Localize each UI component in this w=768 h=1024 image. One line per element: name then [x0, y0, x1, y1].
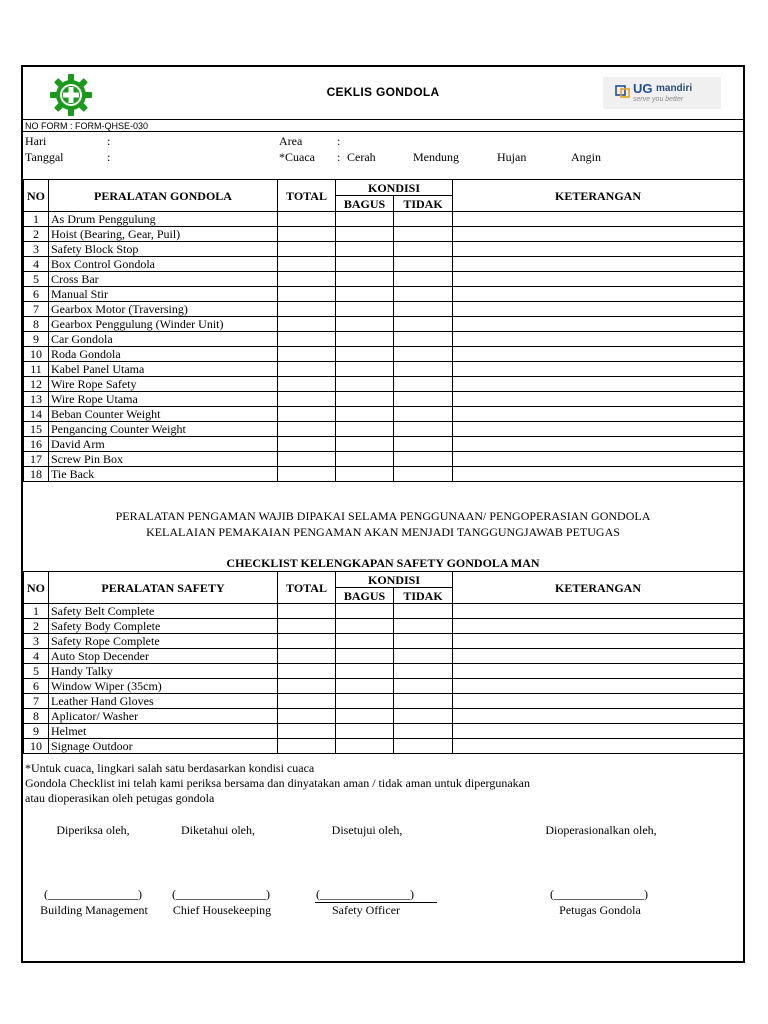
table-row: [24, 634, 744, 649]
col-no: NO: [24, 180, 49, 212]
col-tidak: TIDAK: [394, 588, 453, 604]
row-no: 9: [24, 332, 49, 347]
row-bagus-cell[interactable]: [336, 317, 394, 332]
row-tidak-cell[interactable]: [394, 739, 453, 754]
row-total-cell[interactable]: [278, 212, 336, 227]
row-tidak-cell[interactable]: [394, 257, 453, 272]
col-total: TOTAL: [278, 572, 336, 604]
row-no: 2: [24, 619, 49, 634]
row-tidak-cell[interactable]: [394, 437, 453, 452]
row-tidak-cell[interactable]: [394, 392, 453, 407]
row-bagus-cell[interactable]: [336, 257, 394, 272]
table-row: [24, 392, 744, 407]
tanggal-label: Tanggal: [25, 150, 64, 164]
row-total-cell[interactable]: [278, 347, 336, 362]
row-total-cell[interactable]: [278, 242, 336, 257]
hari-label: Hari: [25, 134, 47, 148]
cuaca-label: *Cuaca: [279, 150, 315, 164]
row-keterangan-cell[interactable]: [453, 242, 744, 257]
sig-label-diperiksa: Diperiksa oleh,: [56, 823, 130, 837]
row-bagus-cell[interactable]: [336, 362, 394, 377]
form-title: CEKLIS GONDOLA: [326, 85, 440, 99]
hari-colon: :: [107, 134, 111, 148]
row-tidak-cell[interactable]: [394, 724, 453, 739]
row-no: 5: [24, 664, 49, 679]
row-tidak-cell[interactable]: [394, 272, 453, 287]
row-tidak-cell[interactable]: [394, 467, 453, 482]
row-bagus-cell[interactable]: [336, 452, 394, 467]
row-no: 12: [24, 377, 49, 392]
row-bagus-cell[interactable]: [336, 679, 394, 694]
row-no: 7: [24, 694, 49, 709]
ug-logo-icon: [615, 84, 631, 98]
note-statement-2: atau dioperasikan oleh petugas gondola: [25, 791, 215, 805]
row-item: Box Control Gondola: [49, 257, 278, 272]
row-item: Aplicator/ Washer: [49, 709, 278, 724]
row-item: Pengancing Counter Weight: [49, 422, 278, 437]
warning-line-2: KELALAIAN PEMAKAIAN PENGAMAN AKAN MENJADI TANGGUNGJAWAB PETUGAS: [146, 525, 620, 539]
row-no: 13: [24, 392, 49, 407]
form-page: [21, 65, 745, 963]
row-no: 18: [24, 467, 49, 482]
safety-checklist-title: CHECKLIST KELENGKAPAN SAFETY GONDOLA MAN: [226, 556, 540, 570]
row-keterangan-cell[interactable]: [453, 227, 744, 242]
row-keterangan-cell[interactable]: [453, 272, 744, 287]
row-no: 16: [24, 437, 49, 452]
row-item: Gearbox Motor (Traversing): [49, 302, 278, 317]
row-item: Window Wiper (35cm): [49, 679, 278, 694]
table-row: [24, 242, 744, 257]
form-header: [23, 67, 743, 120]
col-bagus: BAGUS: [336, 196, 394, 212]
row-bagus-cell[interactable]: [336, 302, 394, 317]
row-keterangan-cell[interactable]: [453, 634, 744, 649]
sig-label-disetujui: Disetujui oleh,: [331, 823, 403, 837]
cuaca-option-mendung[interactable]: Mendung: [413, 150, 459, 164]
row-keterangan-cell[interactable]: [453, 392, 744, 407]
row-item: Screw Pin Box: [49, 452, 278, 467]
row-item: Auto Stop Decender: [49, 649, 278, 664]
row-keterangan-cell[interactable]: [453, 302, 744, 317]
row-keterangan-cell[interactable]: [453, 257, 744, 272]
row-bagus-cell[interactable]: [336, 407, 394, 422]
row-no: 5: [24, 272, 49, 287]
row-item: Safety Block Stop: [49, 242, 278, 257]
row-keterangan-cell[interactable]: [453, 377, 744, 392]
row-keterangan-cell[interactable]: [453, 422, 744, 437]
row-total-cell[interactable]: [278, 694, 336, 709]
row-no: 11: [24, 362, 49, 377]
table-row: [24, 347, 744, 362]
row-bagus-cell[interactable]: [336, 272, 394, 287]
row-keterangan-cell[interactable]: [453, 467, 744, 482]
row-bagus-cell[interactable]: [336, 212, 394, 227]
row-total-cell[interactable]: [278, 332, 336, 347]
row-tidak-cell[interactable]: [394, 619, 453, 634]
row-no: 9: [24, 724, 49, 739]
row-bagus-cell[interactable]: [336, 437, 394, 452]
row-total-cell[interactable]: [278, 739, 336, 754]
row-item: Tie Back: [49, 467, 278, 482]
row-item: Safety Rope Complete: [49, 634, 278, 649]
row-tidak-cell[interactable]: [394, 242, 453, 257]
row-keterangan-cell[interactable]: [453, 679, 744, 694]
table-row: [24, 422, 744, 437]
row-tidak-cell[interactable]: [394, 212, 453, 227]
row-item: Helmet: [49, 724, 278, 739]
row-bagus-cell[interactable]: [336, 332, 394, 347]
note-cuaca: *Untuk cuaca, lingkari salah satu berdasarkan kondisi cuaca: [25, 761, 315, 775]
table-row: [24, 377, 744, 392]
col-kondisi: KONDISI: [336, 180, 453, 196]
row-tidak-cell[interactable]: [394, 452, 453, 467]
row-bagus-cell[interactable]: [336, 287, 394, 302]
row-tidak-cell[interactable]: [394, 302, 453, 317]
row-total-cell[interactable]: [278, 317, 336, 332]
cuaca-option-hujan[interactable]: Hujan: [497, 150, 527, 164]
row-total-cell[interactable]: [278, 392, 336, 407]
row-keterangan-cell[interactable]: [453, 452, 744, 467]
row-no: 10: [24, 347, 49, 362]
row-keterangan-cell[interactable]: [453, 347, 744, 362]
row-total-cell[interactable]: [278, 227, 336, 242]
row-no: 14: [24, 407, 49, 422]
row-keterangan-cell[interactable]: [453, 619, 744, 634]
sig-role-petugas: Petugas Gondola: [559, 903, 641, 917]
col-keterangan: KETERANGAN: [453, 572, 744, 604]
tanggal-colon: :: [107, 150, 111, 164]
area-label: Area: [279, 134, 303, 148]
logo-brand-suffix: mandiri: [656, 83, 693, 94]
col-kondisi: KONDISI: [336, 572, 453, 588]
table-row: [24, 272, 744, 287]
sig-blank-safety[interactable]: (_______________): [316, 887, 414, 901]
row-bagus-cell[interactable]: [336, 664, 394, 679]
table-row: [24, 604, 744, 619]
row-keterangan-cell[interactable]: [453, 739, 744, 754]
table-row: [24, 467, 744, 482]
table-row: [24, 227, 744, 242]
company-logo: [603, 77, 721, 109]
row-no: 6: [24, 287, 49, 302]
sig-label-dioperasionalkan: Dioperasionalkan oleh,: [545, 823, 657, 837]
row-item: Cross Bar: [49, 272, 278, 287]
row-no: 2: [24, 227, 49, 242]
row-no: 8: [24, 317, 49, 332]
sig-label-diketahui: Diketahui oleh,: [181, 823, 255, 837]
table-row: [24, 694, 744, 709]
row-bagus-cell[interactable]: [336, 242, 394, 257]
row-item: David Arm: [49, 437, 278, 452]
table-row: [24, 257, 744, 272]
row-item: Wire Rope Safety: [49, 377, 278, 392]
row-tidak-cell[interactable]: [394, 664, 453, 679]
sig-blank-petugas[interactable]: (_______________): [550, 887, 648, 901]
table-row: [24, 709, 744, 724]
row-keterangan-cell[interactable]: [453, 604, 744, 619]
gondola-equipment-table: [23, 179, 744, 482]
row-item: Safety Belt Complete: [49, 604, 278, 619]
table-row: [24, 649, 744, 664]
row-total-cell[interactable]: [278, 437, 336, 452]
row-no: 4: [24, 649, 49, 664]
row-tidak-cell[interactable]: [394, 604, 453, 619]
row-keterangan-cell[interactable]: [453, 437, 744, 452]
row-keterangan-cell[interactable]: [453, 407, 744, 422]
row-total-cell[interactable]: [278, 634, 336, 649]
row-tidak-cell[interactable]: [394, 227, 453, 242]
col-tidak: TIDAK: [394, 196, 453, 212]
row-item: Leather Hand Gloves: [49, 694, 278, 709]
row-keterangan-cell[interactable]: [453, 362, 744, 377]
row-total-cell[interactable]: [278, 422, 336, 437]
row-tidak-cell[interactable]: [394, 649, 453, 664]
row-no: 4: [24, 257, 49, 272]
row-bagus-cell[interactable]: [336, 467, 394, 482]
table-row: [24, 437, 744, 452]
row-item: Hoist (Bearing, Gear, Puil): [49, 227, 278, 242]
row-tidak-cell[interactable]: [394, 679, 453, 694]
row-item: Wire Rope Utama: [49, 392, 278, 407]
sig-role-safety: Safety Officer: [331, 903, 401, 917]
col-bagus: BAGUS: [336, 588, 394, 604]
row-keterangan-cell[interactable]: [453, 709, 744, 724]
row-keterangan-cell[interactable]: [453, 694, 744, 709]
row-bagus-cell[interactable]: [336, 377, 394, 392]
table-row: [24, 362, 744, 377]
row-total-cell[interactable]: [278, 452, 336, 467]
row-no: 10: [24, 739, 49, 754]
row-bagus-cell[interactable]: [336, 724, 394, 739]
row-tidak-cell[interactable]: [394, 317, 453, 332]
row-no: 6: [24, 679, 49, 694]
row-total-cell[interactable]: [278, 377, 336, 392]
sig-blank-housekeeping[interactable]: (_______________): [172, 887, 270, 901]
col-no: NO: [24, 572, 49, 604]
row-no: 3: [24, 242, 49, 257]
row-keterangan-cell[interactable]: [453, 724, 744, 739]
row-total-cell[interactable]: [278, 407, 336, 422]
row-bagus-cell[interactable]: [336, 227, 394, 242]
row-total-cell[interactable]: [278, 272, 336, 287]
table-row: [24, 212, 744, 227]
row-tidak-cell[interactable]: [394, 694, 453, 709]
row-bagus-cell[interactable]: [336, 347, 394, 362]
row-tidak-cell[interactable]: [394, 377, 453, 392]
sig-blank-building[interactable]: (_______________): [44, 887, 142, 901]
row-bagus-cell[interactable]: [336, 739, 394, 754]
col-keterangan: KETERANGAN: [453, 180, 744, 212]
sig-role-building: Building Management: [40, 903, 148, 917]
col-item: PERALATAN SAFETY: [49, 572, 278, 604]
row-tidak-cell[interactable]: [394, 362, 453, 377]
row-total-cell[interactable]: [278, 467, 336, 482]
row-no: 1: [24, 604, 49, 619]
row-tidak-cell[interactable]: [394, 634, 453, 649]
row-total-cell[interactable]: [278, 362, 336, 377]
row-bagus-cell[interactable]: [336, 392, 394, 407]
row-item: Signage Outdoor: [49, 739, 278, 754]
row-item: Car Gondola: [49, 332, 278, 347]
row-total-cell[interactable]: [278, 649, 336, 664]
row-keterangan-cell[interactable]: [453, 649, 744, 664]
row-bagus-cell[interactable]: [336, 634, 394, 649]
row-no: 7: [24, 302, 49, 317]
row-total-cell[interactable]: [278, 619, 336, 634]
cuaca-option-angin[interactable]: Angin: [571, 150, 601, 164]
note-statement-1: Gondola Checklist ini telah kami periksa bersama dan dinyatakan aman / tidak aman untuk dipergunakan: [25, 776, 530, 790]
row-no: 1: [24, 212, 49, 227]
logo-tagline: serve you better: [633, 96, 684, 103]
row-total-cell[interactable]: [278, 604, 336, 619]
row-bagus-cell[interactable]: [336, 619, 394, 634]
row-item: Kabel Panel Utama: [49, 362, 278, 377]
table-row: [24, 664, 744, 679]
row-item: As Drum Penggulung: [49, 212, 278, 227]
row-keterangan-cell[interactable]: [453, 332, 744, 347]
row-item: Safety Body Complete: [49, 619, 278, 634]
row-total-cell[interactable]: [278, 709, 336, 724]
table-row: [24, 452, 744, 467]
cuaca-colon: :: [337, 150, 341, 164]
warning-line-1: PERALATAN PENGAMAN WAJIB DIPAKAI SELAMA PENGGUNAAN/ PENGOPERASIAN GONDOLA: [115, 509, 651, 523]
table-row: [24, 317, 744, 332]
table-row: [24, 739, 744, 754]
table-row: [24, 332, 744, 347]
table-row: [24, 287, 744, 302]
row-total-cell[interactable]: [278, 287, 336, 302]
row-bagus-cell[interactable]: [336, 422, 394, 437]
table-row: [24, 679, 744, 694]
row-item: Gearbox Penggulung (Winder Unit): [49, 317, 278, 332]
row-tidak-cell[interactable]: [394, 709, 453, 724]
row-keterangan-cell[interactable]: [453, 287, 744, 302]
row-total-cell[interactable]: [278, 257, 336, 272]
row-no: 8: [24, 709, 49, 724]
cuaca-option-cerah[interactable]: Cerah: [347, 150, 376, 164]
row-tidak-cell[interactable]: [394, 422, 453, 437]
row-bagus-cell[interactable]: [336, 709, 394, 724]
row-no: 3: [24, 634, 49, 649]
row-bagus-cell[interactable]: [336, 694, 394, 709]
area-colon: :: [337, 134, 341, 148]
row-item: Handy Talky: [49, 664, 278, 679]
row-keterangan-cell[interactable]: [453, 664, 744, 679]
form-number: NO FORM : FORM-QHSE-030: [23, 120, 743, 132]
table-row: [24, 407, 744, 422]
row-total-cell[interactable]: [278, 724, 336, 739]
row-total-cell[interactable]: [278, 679, 336, 694]
row-bagus-cell[interactable]: [336, 604, 394, 619]
sig-role-housekeeping: Chief Housekeeping: [172, 903, 272, 917]
table-row: [24, 724, 744, 739]
col-item: PERALATAN GONDOLA: [49, 180, 278, 212]
row-item: Beban Counter Weight: [49, 407, 278, 422]
row-keterangan-cell[interactable]: [453, 317, 744, 332]
row-no: 17: [24, 452, 49, 467]
row-tidak-cell[interactable]: [394, 287, 453, 302]
table-row: [24, 302, 744, 317]
col-total: TOTAL: [278, 180, 336, 212]
row-keterangan-cell[interactable]: [453, 212, 744, 227]
row-bagus-cell[interactable]: [336, 649, 394, 664]
table-row: [24, 619, 744, 634]
row-tidak-cell[interactable]: [394, 407, 453, 422]
row-item: Manual Stir: [49, 287, 278, 302]
row-total-cell[interactable]: [278, 664, 336, 679]
row-tidak-cell[interactable]: [394, 347, 453, 362]
row-no: 15: [24, 422, 49, 437]
row-tidak-cell[interactable]: [394, 332, 453, 347]
row-total-cell[interactable]: [278, 302, 336, 317]
logo-brand: UG: [633, 81, 653, 96]
row-item: Roda Gondola: [49, 347, 278, 362]
safety-equipment-table: [23, 571, 744, 754]
